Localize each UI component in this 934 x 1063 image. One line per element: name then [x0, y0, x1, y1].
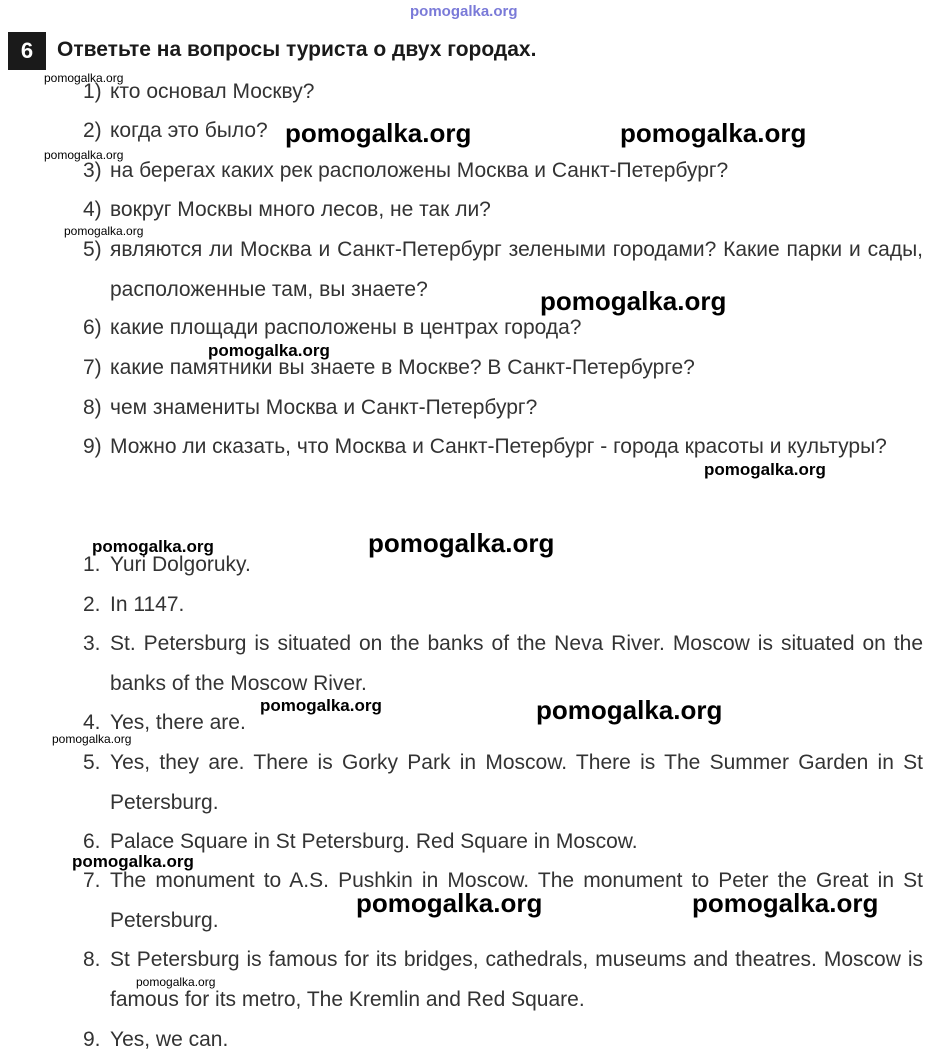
answer-number: 5. — [83, 751, 101, 774]
answer-text: Yuri Dolgoruky. — [110, 553, 251, 576]
answer-item — [83, 624, 923, 703]
watermark: pomogalka.org — [692, 888, 879, 918]
question-text: являются ли Москва и Санкт-Петербург зелеными городами? Какие парки и сады, расположенные там, вы знаете? — [110, 238, 923, 301]
answer-number: 7. — [83, 869, 101, 892]
answer-item — [83, 822, 923, 862]
answer-item — [83, 703, 923, 743]
answer-number: 6. — [83, 830, 101, 853]
question-item — [83, 190, 923, 230]
watermark: pomogalka.org — [52, 732, 132, 746]
question-text: Можно ли сказать, что Москва и Санкт-Петербург - города красоты и культуры? — [110, 435, 887, 458]
question-number: 6) — [83, 316, 102, 339]
watermark: pomogalka.org — [356, 888, 543, 918]
watermark: pomogalka.org — [136, 975, 216, 989]
question-item — [83, 151, 923, 191]
question-number: 3) — [83, 159, 102, 182]
question-item — [83, 230, 923, 309]
watermark: pomogalka.org — [620, 118, 807, 148]
watermark: pomogalka.org — [64, 224, 144, 238]
task-title: Ответьте на вопросы туриста о двух городах. — [57, 38, 537, 61]
question-number: 4) — [83, 198, 102, 221]
answer-number: 1. — [83, 553, 101, 576]
answer-text: The monument to A.S. Pushkin in Moscow. The monument to Peter the Great in St Petersburg. — [110, 869, 923, 932]
answer-item — [83, 743, 923, 822]
answer-text: St Petersburg is famous for its bridges, cathedrals, museums and theatres. Moscow is famous for its metro, The Kremlin and Red Square. — [110, 948, 923, 1011]
answer-text: Palace Square in St Petersburg. Red Square in Moscow. — [110, 830, 638, 853]
watermark: pomogalka.org — [44, 71, 124, 85]
watermark: pomogalka.org — [260, 696, 382, 715]
question-text: когда это было? — [110, 119, 268, 142]
question-text: какие площади расположены в центрах города? — [110, 316, 582, 339]
answer-text: St. Petersburg is situated on the banks of the Neva River. Moscow is situated on the banks of the Moscow River. — [110, 632, 923, 695]
answer-text: Yes, we can. — [110, 1028, 229, 1051]
question-number: 1) — [83, 80, 102, 103]
question-item — [83, 388, 923, 428]
watermark: pomogalka.org — [92, 537, 214, 556]
question-text: чем знамениты Москва и Санкт-Петербург? — [110, 396, 538, 419]
question-number: 2) — [83, 119, 102, 142]
question-text: какие памятники вы знаете в Москве? В Санкт-Петербурге? — [110, 356, 695, 379]
question-number: 9) — [83, 435, 102, 458]
question-number: 5) — [83, 238, 102, 261]
answer-number: 3. — [83, 632, 101, 655]
question-text: кто основал Москву? — [110, 80, 315, 103]
task-number-badge: 6 — [8, 32, 46, 70]
answer-text: Yes, they are. There is Gorky Park in Moscow. There is The Summer Garden in St Petersburg. — [110, 751, 923, 814]
watermark: pomogalka.org — [536, 695, 723, 725]
watermark: pomogalka.org — [72, 852, 194, 871]
answer-number: 8. — [83, 948, 101, 971]
watermark: pomogalka.org — [44, 148, 124, 162]
watermark: pomogalka.org — [704, 460, 826, 479]
answer-item — [83, 1020, 923, 1060]
watermark: pomogalka.org — [368, 528, 555, 558]
watermark: pomogalka.org — [540, 286, 727, 316]
answer-text: Yes, there are. — [110, 711, 246, 734]
answer-number: 9. — [83, 1028, 101, 1051]
answer-item — [83, 585, 923, 625]
answer-text: In 1147. — [110, 593, 185, 616]
watermark-top: pomogalka.org — [410, 3, 518, 20]
question-number: 8) — [83, 396, 102, 419]
question-item — [83, 72, 923, 112]
question-number: 7) — [83, 356, 102, 379]
watermark: pomogalka.org — [285, 118, 472, 148]
question-text: вокруг Москвы много лесов, не так ли? — [110, 198, 491, 221]
answer-number: 2. — [83, 593, 101, 616]
answer-number: 4. — [83, 711, 101, 734]
question-text: на берегах каких рек расположены Москва и Санкт-Петербург? — [110, 159, 729, 182]
watermark: pomogalka.org — [208, 341, 330, 360]
